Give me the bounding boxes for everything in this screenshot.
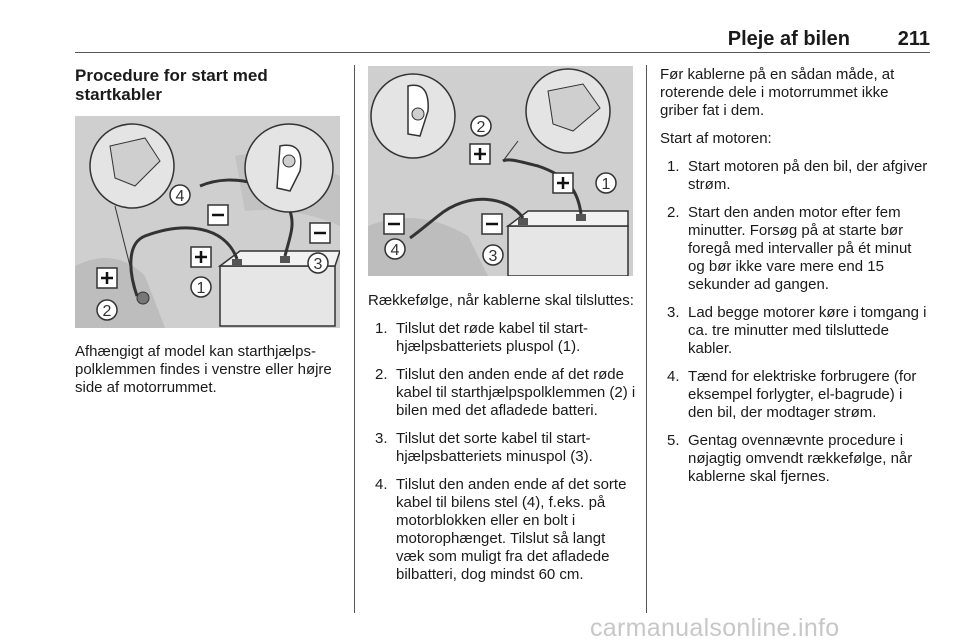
column-divider-1 [354,65,355,613]
figure-left-label-1: 1 [196,280,206,297]
right-paragraph-2: Start af motoren: [660,130,772,147]
illustration-right-svg [368,66,633,276]
list-item [660,204,930,294]
figure-left-label-2: 2 [102,303,112,320]
step-number: 2. [667,204,680,221]
column-right [660,66,930,496]
figure-left-label-3: 3 [313,256,323,273]
figure-left-label-4: 4 [175,188,185,205]
connection-steps [368,320,636,584]
step-text: Lad begge motorer køre i tomgang i ca. tre minutter med tilsluttede kabler. [688,304,927,357]
header-rule [75,52,930,53]
step-number: 4. [375,476,388,493]
list-item [660,304,930,358]
list-item [368,430,636,466]
step-number: 2. [375,366,388,383]
right-paragraph-1: Før kablerne på en sådan måde, at roterende dele i motorrummet ikke griber fat i dem. [660,66,895,119]
page-number: 211 [897,28,930,50]
step-text: Start den anden motor efter fem minutter. Forsøg på at starte bør foregå med intervaller på ét minut og bør ikke vare mere end 15 sekunder ad gangen. [688,204,912,293]
figure-right-label-4: 4 [390,242,400,259]
step-text: Tænd for elektriske forbrugere (for eksempel forlygter, el-bagrude) i den bil, der modtager strøm. [688,368,917,421]
step-number: 5. [667,432,680,449]
column-divider-2 [646,65,647,613]
step-number: 3. [375,430,388,447]
list-item [368,476,636,584]
start-steps [660,158,930,486]
step-text: Tilslut den anden ende af det sorte kabel til bilens stel (4), f.eks. på motorblokken eller en bolt i motorophænget. Tilslut så langt væk som muligt fra det afladede bilbatteri, dog mindst 60 cm. [396,476,627,583]
step-text: Tilslut den anden ende af det røde kabel til starthjælpspolklemmen (2) i bilen med det afladede batteri. [396,366,636,419]
step-number: 3. [667,304,680,321]
column-left [75,66,345,120]
step-number: 1. [375,320,388,337]
step-text: Tilslut det røde kabel til starthjælpsbatteriets pluspol (1). [396,320,589,355]
figure-right-label-1: 1 [601,176,611,193]
list-item [660,368,930,422]
middle-intro: Rækkefølge, når kablerne skal tilsluttes: [368,292,634,309]
step-text: Tilslut det sorte kabel til starthjælpsbatteriets minuspol (3). [396,430,593,465]
step-text: Gentag ovennævnte procedure i nøjagtig omvendt rækkefølge, når kablerne skal fjernes. [688,432,913,485]
illustration-left-svg [75,116,340,328]
step-number: 1. [667,158,680,175]
illustration-jump-start-left [75,116,340,328]
watermark: carmanualsonline.info [590,614,840,642]
running-header-title: Pleje af bilen [727,28,850,50]
list-item [660,432,930,486]
step-number: 4. [667,368,680,385]
step-text: Start motoren på den bil, der afgiver strøm. [688,158,928,193]
figure-right-label-3: 3 [488,248,498,265]
list-item [368,366,636,420]
illustration-jump-start-right [368,66,633,276]
left-paragraph: Afhængigt af model kan starthjælpspolklemmen findes i venstre eller højre side af motorrummet. [75,343,332,396]
column-middle [368,292,636,594]
figure-right-label-2: 2 [476,119,486,136]
section-heading: Procedure for start med startkabler [75,66,268,104]
list-item [368,320,636,356]
list-item [660,158,930,194]
